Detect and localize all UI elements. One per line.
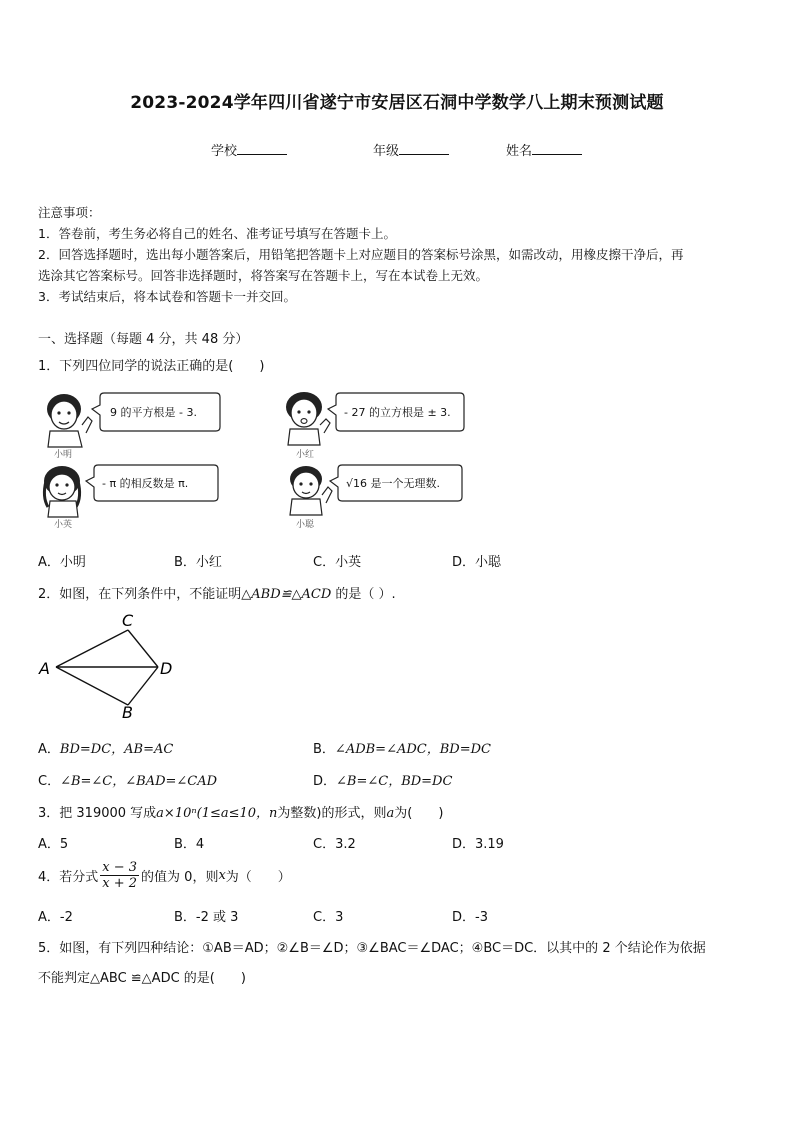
- page-title: 2023-2024学年四川省遂宁市安居区石洞中学数学八上期末预测试题: [130, 93, 664, 113]
- q4-option-a[interactable]: A．-2: [38, 910, 73, 925]
- name-blank[interactable]: [532, 142, 582, 155]
- q2-option-c[interactable]: [38, 770, 217, 789]
- fraction-numerator: x − 3: [102, 859, 138, 875]
- grade-label: 年级: [373, 144, 400, 159]
- q3-stem-a: a: [386, 806, 395, 821]
- school-field[interactable]: [211, 140, 287, 159]
- q1-option-c[interactable]: C．小英: [313, 555, 362, 570]
- student-xiaohong-figure: [286, 392, 330, 445]
- name-field[interactable]: [506, 140, 582, 159]
- name-label: 姓名: [506, 144, 533, 159]
- grade-blank[interactable]: [399, 142, 449, 155]
- q2-stem-math: △ABD≌△ACD: [241, 587, 332, 602]
- note-item: 选涂其它答案标号。回答非选择题时，将答案写在答题卡上，写在本试卷上无效。: [38, 268, 489, 283]
- q2-option-d[interactable]: [313, 770, 452, 789]
- bubble-xiaocong: [330, 465, 462, 501]
- q4-stem: [38, 856, 291, 894]
- option-letter: A．: [38, 742, 60, 757]
- option-letter: B．: [313, 742, 335, 757]
- note-item: 3．考试结束后，将本试卷和答题卡一并交回。: [38, 289, 296, 304]
- option-math: ∠B=∠C，∠BAD=∠CAD: [60, 774, 218, 789]
- q2-option-a[interactable]: [38, 738, 173, 757]
- q3-stem-n: n: [269, 806, 278, 821]
- q4-fraction: [100, 860, 139, 891]
- q4-stem-pre: 4．若分式: [38, 869, 99, 885]
- q4-stem-mid: 的值为 0，则: [141, 869, 219, 885]
- student-name: 小红: [296, 450, 315, 460]
- fraction-denominator: x + 2: [102, 875, 138, 891]
- q4-option-d[interactable]: D．-3: [452, 910, 488, 925]
- notes-heading: 注意事项：: [38, 205, 101, 220]
- student-xiaoming-figure: [47, 394, 92, 447]
- student-name: 小英: [54, 520, 73, 530]
- q3-option-d[interactable]: D．3.19: [452, 837, 504, 852]
- option-letter: C．: [38, 774, 61, 789]
- bubble-text: √16 是一个无理数.: [346, 477, 440, 490]
- bubble-text: - π 的相反数是 π.: [102, 477, 189, 490]
- bubble-xiaohong: [328, 393, 464, 431]
- bubble-xiaoying: [86, 465, 218, 501]
- q3-stem-mid: 为整数)的形式，则: [277, 806, 387, 821]
- q1-option-d[interactable]: D．小聪: [452, 555, 502, 570]
- option-math: ∠B=∠C，BD=DC: [336, 774, 453, 789]
- q1-option-a[interactable]: A．小明: [38, 555, 86, 570]
- q4-option-b[interactable]: B．-2 或 3: [174, 910, 239, 925]
- school-label: 学校: [211, 144, 238, 159]
- q2-stem-pre: 2．如图，在下列条件中，不能证明: [38, 587, 242, 602]
- point-label-b: B: [122, 703, 133, 722]
- bubble-text: 9 的平方根是 - 3.: [110, 406, 197, 419]
- section-heading: 一、选择题（每题 4 分，共 48 分）: [38, 332, 249, 347]
- bubble-text: - 27 的立方根是 ± 3.: [344, 406, 451, 419]
- segment-ac: [56, 630, 128, 667]
- q3-option-b[interactable]: B．4: [174, 837, 205, 852]
- q5-stem-line1: 5．如图，有下列四种结论：①AB＝AD；②∠B＝∠D；③∠BAC＝∠DAC；④BC＝DC．以其中的 2 个结论作为依据: [38, 941, 706, 956]
- note-item: 1．答卷前，考生务必将自己的姓名、准考证号填写在答题卡上。: [38, 226, 396, 241]
- point-label-a: A: [39, 659, 50, 678]
- q2-stem: [38, 583, 396, 602]
- student-xiaocong-figure: [290, 466, 332, 515]
- q3-stem-post: 为( ): [394, 806, 444, 821]
- q4-stem-x: x: [218, 867, 226, 883]
- q3-option-c[interactable]: C．3.2: [313, 837, 356, 852]
- q3-stem: [38, 802, 443, 821]
- student-name: 小聪: [296, 520, 315, 530]
- student-name: 小明: [54, 450, 73, 460]
- q4-option-c[interactable]: C．3: [313, 910, 344, 925]
- school-blank[interactable]: [237, 142, 287, 155]
- segment-cd: [128, 630, 158, 667]
- q3-stem-pre: 3．把 319000 写成: [38, 806, 157, 821]
- option-math: ∠ADB=∠ADC，BD=DC: [334, 742, 491, 757]
- q2-triangle-figure: [36, 610, 186, 722]
- q2-option-b[interactable]: [313, 738, 491, 757]
- q2-stem-post: 的是（ ）.: [331, 587, 396, 602]
- point-label-d: D: [160, 659, 173, 678]
- q4-stem-post: 为（ ）: [225, 869, 291, 885]
- bubble-xiaoming: [92, 393, 220, 431]
- student-xiaoying-figure: [44, 466, 80, 517]
- grade-field[interactable]: [373, 140, 449, 159]
- segment-ab: [56, 667, 128, 705]
- segment-bd: [128, 667, 158, 705]
- q5-stem-line2: 不能判定△ABC ≌△ADC 的是( ): [38, 971, 246, 986]
- q3-stem-expr: a×10ⁿ(1≤a≤10，: [156, 806, 270, 821]
- point-label-c: C: [122, 611, 134, 630]
- note-item: 2．回答选择题时，选出每小题答案后，用铅笔把答题卡上对应题目的答案标号涂黑，如需改动，用橡皮擦干净后，再: [38, 247, 684, 262]
- option-letter: D．: [313, 774, 337, 789]
- q3-option-a[interactable]: A．5: [38, 837, 69, 852]
- q1-illustration: [38, 385, 478, 535]
- q1-stem: 1．下列四位同学的说法正确的是( ): [38, 359, 265, 374]
- q1-option-b[interactable]: B．小红: [174, 555, 222, 570]
- option-math: BD=DC，AB=AC: [59, 742, 174, 757]
